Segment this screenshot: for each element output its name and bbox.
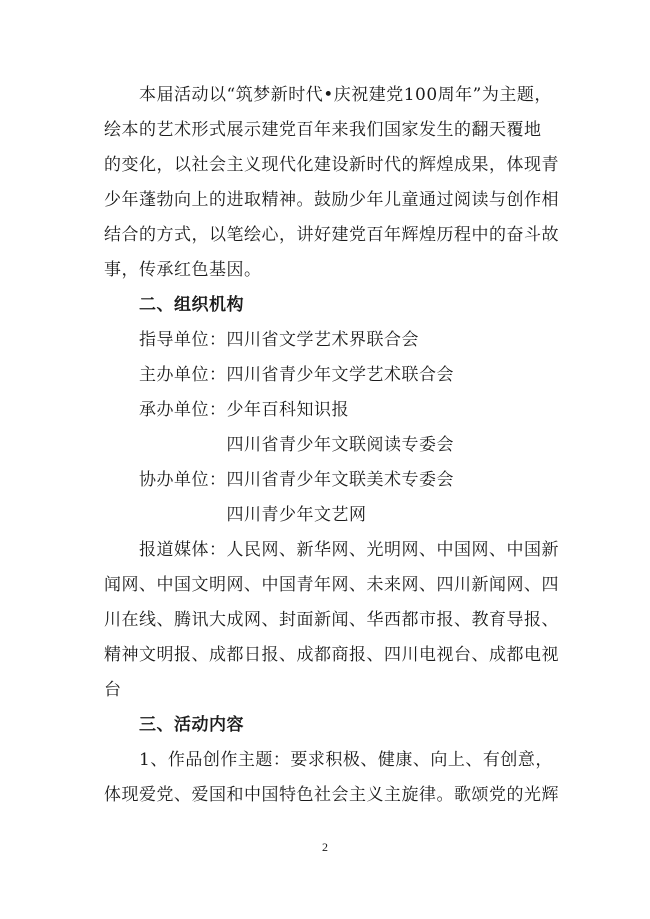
organizer-line: 四川省青少年文联阅读专委会 — [104, 435, 454, 455]
section-heading: 三、活动内容 — [104, 715, 244, 735]
organizer-line: 协办单位：四川省青少年文联美术专委会 — [104, 470, 454, 490]
organizer-line: 指导单位：四川省文学艺术界联合会 — [104, 330, 419, 350]
paragraph-line: 本届活动以“筑梦新时代•庆祝建党100周年”为主题， — [104, 85, 552, 105]
section-heading: 二、组织机构 — [104, 295, 244, 315]
paragraph-line: 闻网、中国文明网、中国青年网、未来网、四川新闻网、四 — [104, 575, 559, 595]
paragraph-line: 报道媒体：人民网、新华网、光明网、中国网、中国新 — [104, 540, 559, 560]
paragraph-line: 体现爱党、爱国和中国特色社会主义主旋律。歌颂党的光辉 — [104, 785, 559, 805]
organizer-line: 承办单位：少年百科知识报 — [104, 400, 349, 420]
paragraph-line: 绘本的艺术形式展示建党百年来我们国家发生的翻天覆地 — [104, 120, 542, 140]
paragraph-line: 1、作品创作主题：要求积极、健康、向上、有创意， — [104, 750, 553, 770]
paragraph-line: 川在线、腾讯大成网、封面新闻、华西都市报、教育导报、 — [104, 610, 559, 630]
paragraph-line: 精神文明报、成都日报、成都商报、四川电视台、成都电视 — [104, 645, 559, 665]
paragraph-line: 的变化，以社会主义现代化建设新时代的辉煌成果，体现青 — [104, 155, 559, 175]
paragraph-line: 结合的方式，以笔绘心，讲好建党百年辉煌历程中的奋斗故 — [104, 225, 559, 245]
organizer-line: 主办单位：四川省青少年文学艺术联合会 — [104, 365, 454, 385]
paragraph-line: 台 — [104, 680, 122, 700]
page-number: 2 — [322, 840, 328, 854]
paragraph-line: 事，传承红色基因。 — [104, 260, 262, 280]
paragraph-line: 少年蓬勃向上的进取精神。鼓励少年儿童通过阅读与创作相 — [104, 190, 559, 210]
organizer-line: 四川青少年文艺网 — [104, 505, 367, 525]
